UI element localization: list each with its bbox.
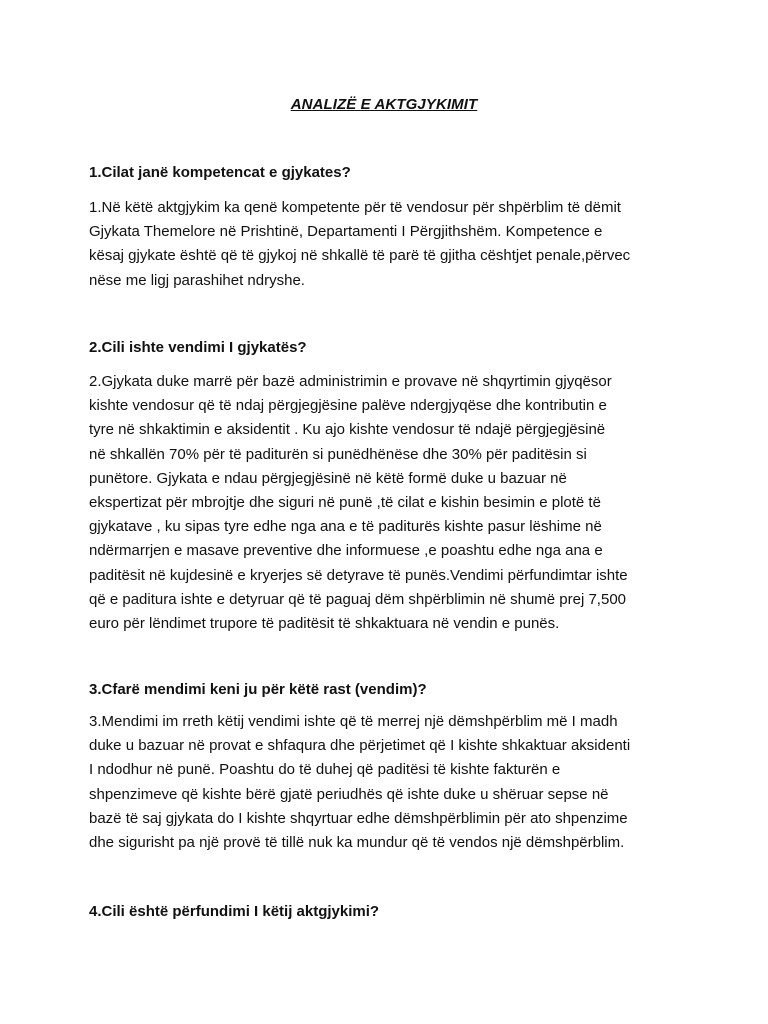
document-title: ANALIZË E AKTGJYKIMIT [290, 96, 478, 113]
answer-2-line: euro për lëndimet trupore të paditësit të shkaktuara në vendin e punës. [89, 614, 560, 632]
question-1: 1.Cilat janë kompetencat e gjykates? [89, 164, 351, 181]
answer-2-line: që e paditura ishte e detyruar që të paguaj dëm shpërblimin në shumë prej 7,500 [89, 590, 627, 608]
answer-1-line: 1.Në këtë aktgjykim ka qenë kompetente për të vendosur për shpërblim të dëmit [89, 199, 621, 216]
answer-1-line: Gjykata Themelore në Prishtinë, Departamenti I Përgjithshëm. Kompetence e [89, 223, 603, 241]
question-2: 2.Cili ishte vendimi I gjykatës? [89, 339, 307, 356]
answer-3-line: I ndodhur në punë. Poashtu do të duhej që paditësi të kishte fakturën e [89, 761, 561, 779]
answer-2 [89, 370, 759, 636]
answer-2-line: gjykatave , ku sipas tyre edhe nga ana e të paditurës kishte pasur lëshime në [89, 518, 602, 536]
answer-3-line: dhe sigurisht pa një provë të tillë nuk ka mundur që të vendos një dëmshpërblim. [89, 833, 625, 851]
answer-1-line: kësaj gjykate është që të gjykoj në shkallë të parë të gjitha cështjet penale,përvec [89, 247, 631, 265]
answer-2-line: paditësit në kujdesinë e kryerjes së detyrave të punës.Vendimi përfundimtar ishte [89, 566, 628, 584]
answer-3-line: duke u bazuar në provat e shfaqura dhe përjetimet që I kishte shkaktuar aksidenti [89, 737, 631, 755]
answer-2-line: 2.Gjykata duke marrë për bazë administrimin e provave në shqyrtimin gjyqësor [89, 373, 612, 390]
question-4: 4.Cili është përfundimi I këtij aktgjykimi? [89, 903, 380, 920]
answer-2-line: tyre në shkaktimin e aksidentit . Ku ajo kishte vendosur të ndajë përgjegjësinë [89, 421, 606, 439]
answer-1 [89, 196, 759, 293]
answer-3-line: bazë të saj gjykata do I kishte shqyrtuar edhe dëmshpërblimin për ato shpenzime [89, 809, 628, 827]
answer-3 [89, 710, 759, 855]
answer-1-line: nëse me ligj parashihet ndryshe. [89, 271, 305, 289]
answer-2-line: kishte vendosur që të ndaj përgjegjësine palëve ndergjyqëse dhe kontributin e [89, 397, 607, 415]
answer-2-line: ndërmarrjen e masave preventive dhe informuese ,e poashtu edhe nga ana e [89, 542, 603, 560]
answer-2-line: në shkallën 70% për të paditurën si punëdhënëse dhe 30% për paditësin si [89, 445, 587, 463]
answer-3-line: 3.Mendimi im rreth këtij vendimi ishte që të merrej një dëmshpërblim më I madh [89, 713, 618, 730]
question-3: 3.Cfarë mendimi keni ju për këtë rast (vendim)? [89, 681, 427, 698]
answer-2-line: punëtore. Gjykata e ndau përgjegjësinë në këtë formë duke u bazuar në [89, 469, 567, 487]
answer-3-line: shpenzimeve që kishte bërë gjatë periudhës që ishte duke u shëruar sepse në [89, 785, 609, 803]
answer-2-line: ekspertizat për mbrojtje dhe siguri në punë ,të cilat e kishin besimin e plotë të [89, 493, 601, 511]
